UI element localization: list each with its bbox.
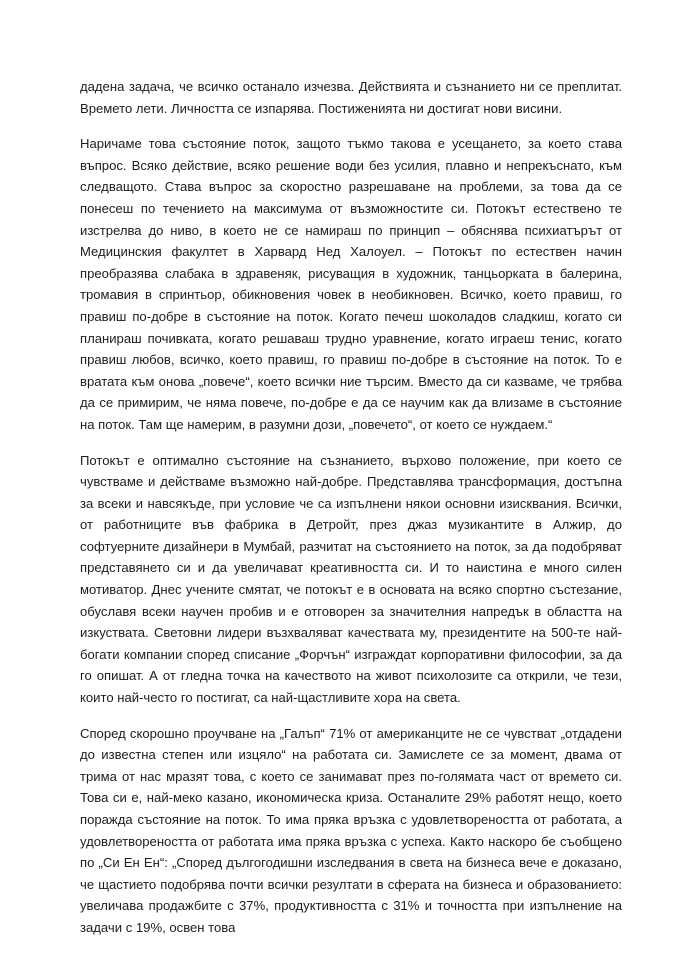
paragraph-1: дадена задача, че всичко останало изчезва. Действията и съзнанието ни се преплитат. Времето лети. Личността се изпарява. Постиженията ни достигат нови висини. <box>80 79 622 116</box>
body-text <box>80 76 622 953</box>
paragraph-2: Наричаме това състояние поток, защото тъкмо такова е усещането, за което става въпрос. Всяко действие, всяко решение води без усилия, плавно и непрекъснато, към следващото. Става въпрос за скоростно разрешаване на проблеми, за това да се понесеш по течението на максимума от възможностите си. Потокът естествено те изстрелва до ниво, в което не се намираш по принцип – обяснява психиатърът от Медицинския факултет в Харвард Нед Халоуел. – Потокът по естествен начин преобразява слабака в здравеняк, рисуващия в художник, танцьорката в балерина, тромавия в спринтьор, обикновения човек в необикновен. Всичко, което правиш, го правиш по-добре в състояние на поток. Когато печеш шоколадов сладкиш, когато си планираш почивката, когато решаваш трудно уравнение, когато играеш тенис, когато правиш любов, всичко, което правиш, го правиш по-добре в състояние на поток. То е вратата към онова „повече“, което всички ние търсим. Вместо да си казваме, че трябва да се примирим, че няма повече, по-добре е да се научим как да влизаме в състояние на поток. Там ще намерим, в разумни дози, „повечето“, от което се нуждаем.“ <box>80 136 622 432</box>
paragraph-4: Според скорошно проучване на „Галъп“ 71% от американците не се чувстват „отдадени до известна степен или изцяло“ на работата си. Замислете се за момент, двама от трима от нас мразят това, с което се занимават през по-голямата част от времето си. Това си е, най-меко казано, икономическа криза. Останалите 29% работят нещо, което поражда състояние на поток. То има пряка връзка с удовлетвореността от работата, а удовлетвореността от работата има пряка връзка с успеха. Както наскоро бе съобщено по „Си Ен Ен“: „Според дългогодишни изследвания в света на бизнеса вече е доказано, че щастието подобрява почти всички резултати в сферата на бизнеса и образованието: увеличава продажбите с 37%, продуктивността с 31% и точността при изпълнение на задачи с 19%, освен това <box>80 725 622 935</box>
paragraph-3: Потокът е оптимално състояние на съзнанието, върхово положение, при което се чувстваме и действаме възможно най-добре. Представлява трансформация, достъпна за всеки и навсякъде, при условие че са изпълнени някои основни изисквания. Всички, от работниците във фабрика в Детройт, през джаз музикантите в Алжир, до софтуерните дизайнери в Мумбай, разчитат на състоянието на поток, за да подобряват представянето си и да увеличават креативността си. И то наистина е много силен мотиватор. Днес учените смятат, че потокът е в основата на всяко спортно състезание, обуславя всеки научен пробив и е отговорен за значителния напредък в областта на изкуствата. Световни лидери възхваляват качествата му, президентите на 500-те най-богати компании според списание „Форчън“ изграждат корпоративни философии, за да го опишат. А от гледна точка на качеството на живот психолозите са открили, че тези, които най-често го постигат, са най-щастливите хора на света. <box>80 452 622 706</box>
